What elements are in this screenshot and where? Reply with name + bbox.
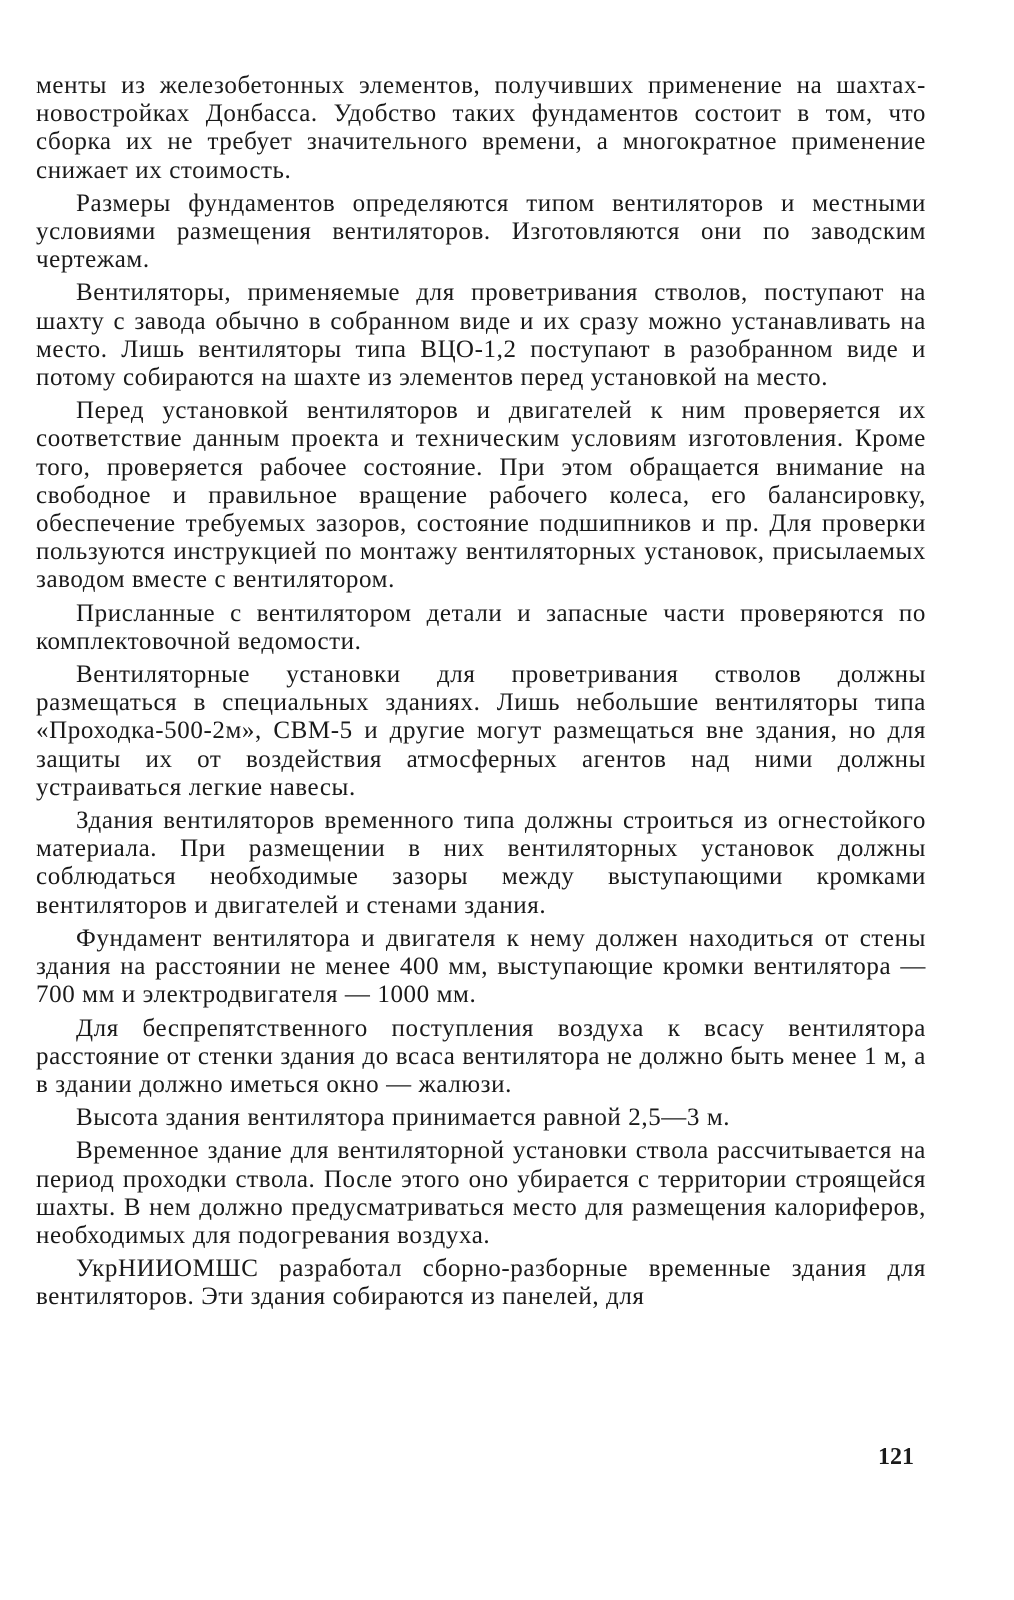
paragraph-6: Вентиляторные установки для проветривания стволов должны размещаться в специальных зданиях. Лишь небольшие вентиляторы типа «Проходка-500-2м», СВМ-5 и другие могут размещаться вне здания, но для защиты их от воздействия атмосферных агентов над ними должны устраиваться легкие навесы. [36,661,926,801]
page-number: 121 [878,1444,914,1470]
paragraph-2: Размеры фундаментов определяются типом вентиляторов и местными условиями размещения вентиляторов. Изготовляются они по заводским чертежам. [36,189,926,274]
paragraph-5: Присланные с вентилятором детали и запасные части проверяются по комплектовочной ведомости. [36,599,926,655]
paragraph-10: Высота здания вентилятора принимается равной 2,5—3 м. [76,1104,731,1132]
paragraph-12: УкрНИИОМШС разработал сборно-разборные временные здания для вентиляторов. Эти здания собираются из панелей, для [36,1255,926,1311]
paragraph-7: Здания вентиляторов временного типа должны строиться из огнестойкого материала. При размещении в них вентиляторных установок должны соблюдаться необходимые зазоры между выступающими кромками вентиляторов и двигателей и стенами здания. [36,807,926,919]
paragraph-1: менты из железобетонных элементов, получивших применение на шахтах-новостройках Донбасса. Удобство таких фундаментов состоит в том, что сборка их не требует значительного времени, а многократное применение снижает их стоимость. [36,72,926,184]
paragraph-11: Временное здание для вентиляторной установки ствола рассчитывается на период проходки ствола. После этого оно убирается с территории строящейся шахты. В нем должно предусматриваться место для размещения калориферов, необходимых для подогревания воздуха. [36,1137,926,1249]
paragraph-9: Для беспрепятственного поступления воздуха к всасу вентилятора расстояние от стенки здания до всаса вентилятора не должно быть менее 1 м, а в здании должно иметься окно — жалюзи. [36,1014,926,1098]
page-body [36,72,926,1317]
paragraph-4: Перед установкой вентиляторов и двигателей к ним проверяется их соответствие данным проекта и техническим условиям изготовления. Кроме того, проверяется рабочее состояние. При этом обращается внимание на свободное и правильное вращение рабочего колеса, его балансировку, обеспечение требуемых зазоров, состояние подшипников и пр. Для проверки пользуются инструкцией по монтажу вентиляторных установок, присылаемых заводом вместе с вентилятором. [36,397,926,594]
paragraph-3: Вентиляторы, применяемые для проветривания стволов, поступают на шахту с завода обычно в собранном виде и их сразу можно устанавливать на место. Лишь вентиляторы типа ВЦО-1,2 поступают в разобранном виде и потому собираются на шахте из элементов перед установкой на место. [36,279,926,392]
paragraph-8: Фундамент вентилятора и двигателя к нему должен находиться от стены здания на расстоянии не менее 400 мм, выступающие кромки вентилятора — 700 мм и электродвигателя — 1000 мм. [36,924,926,1009]
